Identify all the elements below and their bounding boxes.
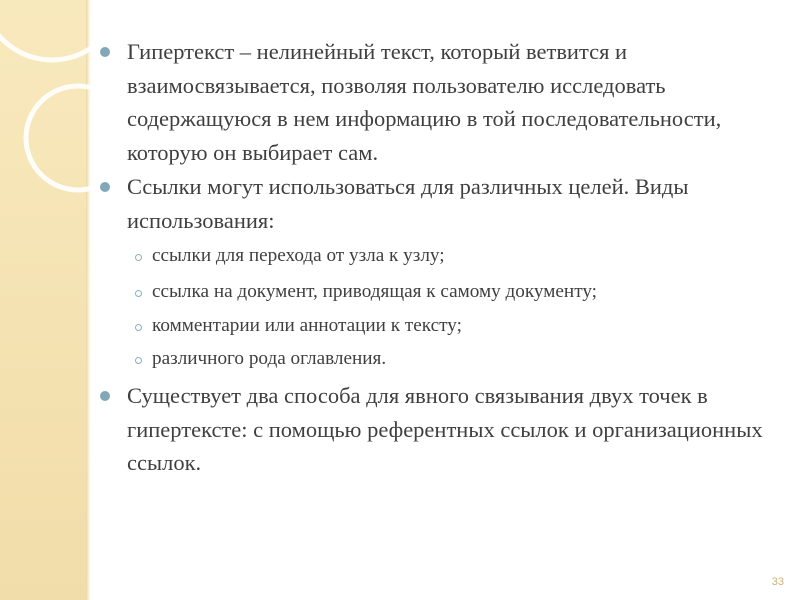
bullet-marker — [100, 47, 110, 57]
sub-bullet-item — [152, 279, 782, 305]
bullet-item — [127, 170, 782, 237]
sub-bullet-marker — [135, 324, 142, 331]
sub-bullet-item — [152, 346, 782, 372]
sub-bullet-item — [152, 313, 782, 339]
bullet-marker — [100, 391, 110, 401]
sub-bullet-text: комментарии или аннотации к тексту; — [152, 315, 462, 336]
bullet-text: Гипертекст – нелинейный текст, который ветвится и взаимосвязывается, позволяя пользователю исследовать содержащуюся в нем информацию в той последовательности, которую он выбирает сам. — [127, 39, 722, 165]
bullet-marker — [100, 182, 110, 192]
sub-bullet-text: ссылки для перехода от узла к узлу; — [152, 245, 445, 266]
slide-number: 33 — [771, 576, 784, 588]
sub-bullet-marker — [135, 254, 142, 261]
sub-bullet-marker — [135, 290, 142, 297]
sub-bullet-marker — [135, 357, 142, 364]
sub-bullet-text: различного рода оглавления. — [152, 348, 387, 369]
bullet-item — [127, 35, 782, 169]
bullet-text: Существует два способа для явного связывания двух точек в гипертексте: с помощью референтных ссылок и организационных ссылок. — [127, 383, 763, 475]
sub-bullet-item — [152, 243, 782, 269]
sub-bullet-text: ссылка на документ, приводящая к самому документу; — [152, 281, 598, 302]
bullet-text: Ссылки могут использоваться для различных целей. Виды использования: — [127, 174, 689, 233]
bullet-item — [127, 379, 782, 480]
